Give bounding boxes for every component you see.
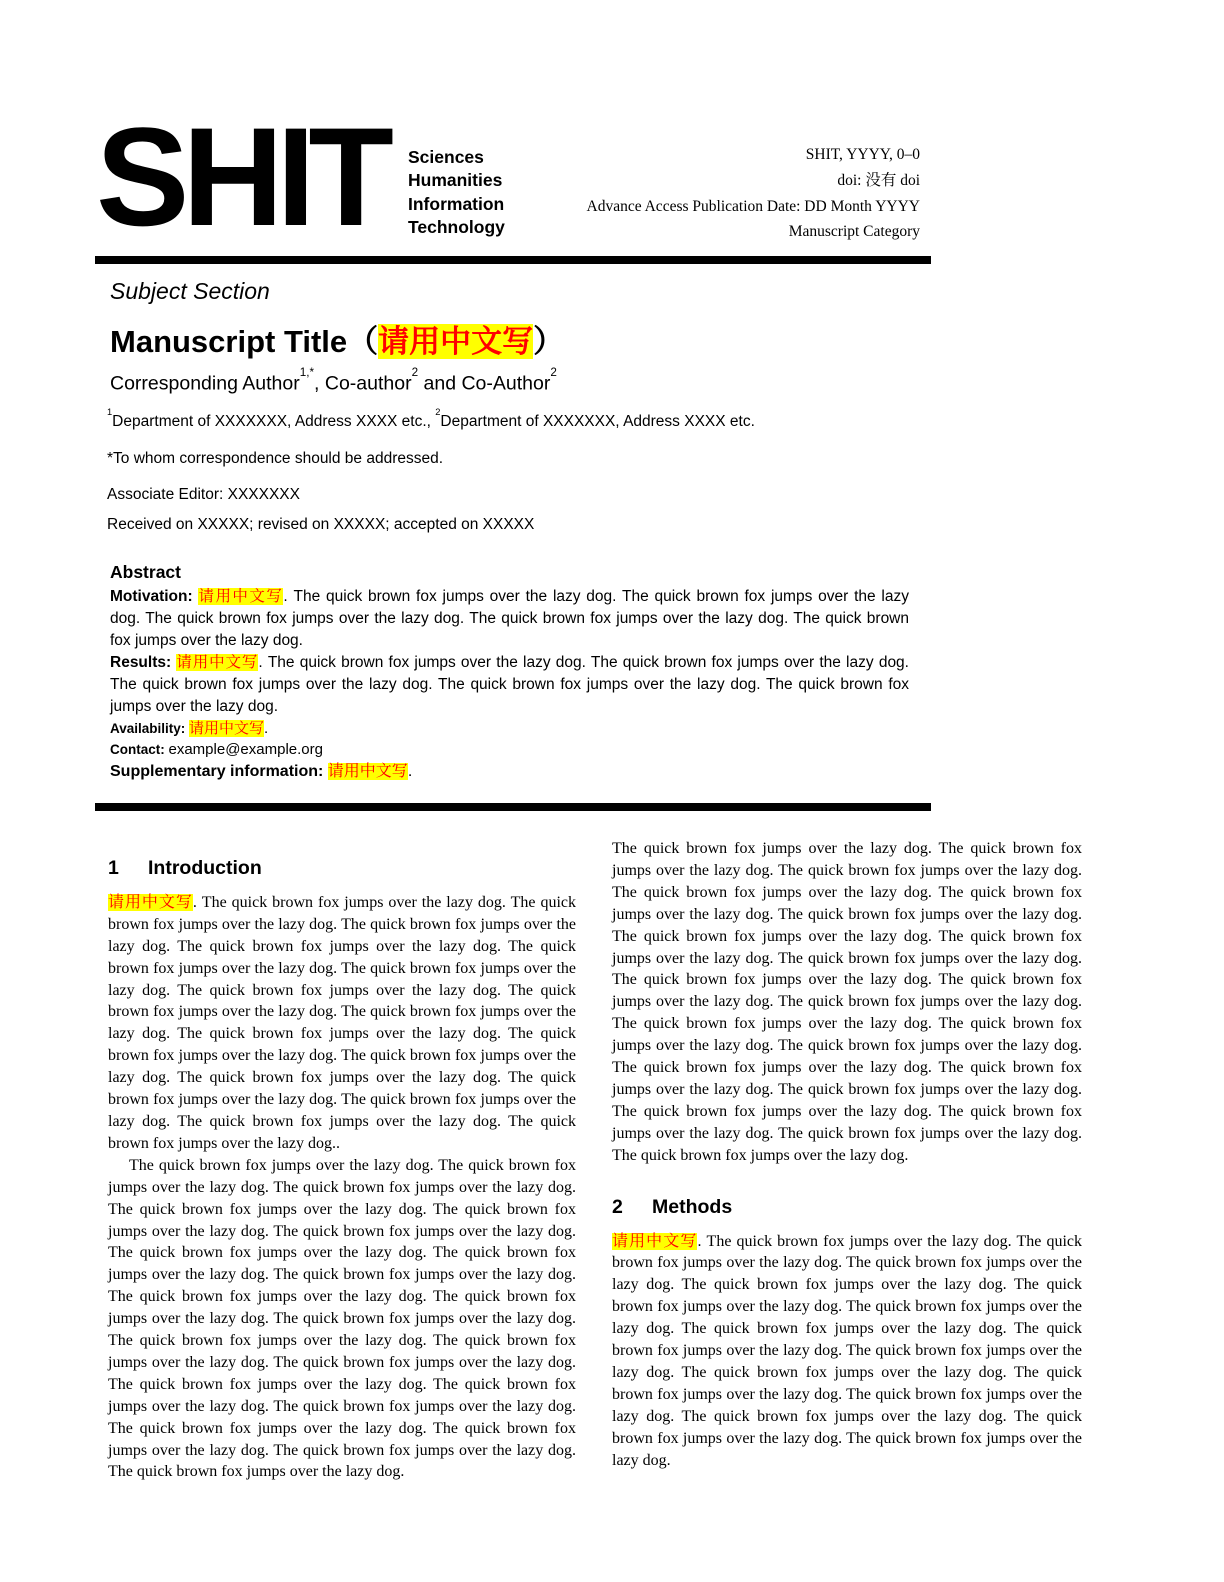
title-paren-open: （	[347, 324, 379, 359]
masthead-citation: SHIT, YYYY, 0–0	[805, 146, 920, 163]
contact-email: example@example.org	[168, 741, 323, 758]
contact-label: Contact:	[110, 742, 169, 757]
section-title: Methods	[652, 1195, 733, 1218]
section-number: 1	[108, 857, 119, 879]
history-dates-line: Received on XXXXX; revised on XXXXX; accepted on XXXXX	[107, 516, 535, 533]
affiliation-1: Department of XXXXXXX, Address XXXX etc.,	[112, 413, 436, 431]
masthead-category: Manuscript Category	[788, 223, 920, 241]
methods-text: . The quick brown fox jumps over the lazy dog. The quick brown fox jumps over the lazy dog. The quick brown fox jumps over the lazy dog. The quick brown fox jumps over the lazy dog. The quick brown fox jumps over the lazy dog. The quick brown fox jumps over the lazy dog. The quick brown fox jumps over the lazy dog. The quick brown fox jumps over the lazy dog. The quick brown fox jumps over the lazy dog. The quick brown fox jumps over the lazy dog. The quick brown fox jumps over the lazy dog. The quick brown fox jumps over the lazy dog. The quick brown fox jumps over the lazy dog. The quick brown fox jumps over the lazy dog. The quick brown fox jumps over the lazy dog.	[612, 1232, 1082, 1469]
author-2: Co-author	[324, 372, 412, 395]
logo-word: Sciences	[408, 147, 484, 167]
author-3: Co-Author	[461, 372, 551, 395]
article-title	[110, 316, 564, 361]
masthead-pubdate: Advance Access Publication Date: DD Month YYYY	[586, 197, 920, 215]
supplementary-period: .	[407, 763, 413, 780]
availability-period: .	[264, 720, 269, 737]
author-separator: ,	[314, 372, 325, 395]
affiliation-2-marker: 2	[435, 407, 441, 418]
abstract-divider-rule	[95, 803, 931, 811]
affiliation-line	[107, 407, 755, 431]
logo-word: Technology	[408, 217, 505, 238]
section-title: Introduction	[148, 857, 262, 879]
abstract-section	[110, 562, 909, 783]
affiliation-1-marker: 1	[107, 407, 113, 418]
left-column	[108, 858, 576, 1483]
masthead-doi: doi: 没有 doi	[837, 171, 920, 189]
motivation-chinese-highlight: 请用中文写	[198, 588, 284, 605]
journal-logo: SHIT	[96, 98, 387, 255]
results-text: . The quick brown fox jumps over the lazy dog. The quick brown fox jumps over the lazy dog. The quick brown fox jumps over the lazy dog. The quick brown fox jumps over the lazy dog. The quick brown fox jumps over the lazy dog.	[110, 654, 909, 715]
title-chinese-highlight: 请用中文写	[378, 324, 534, 359]
correspondence-note: *To whom correspondence should be addressed.	[107, 450, 444, 467]
section-heading-methods	[612, 1197, 1082, 1219]
availability-chinese-highlight: 请用中文写	[189, 720, 265, 737]
associate-editor-line: Associate Editor: XXXXXXX	[107, 486, 300, 503]
introduction-text-1: . The quick brown fox jumps over the lazy dog. The quick brown fox jumps over the lazy dog. The quick brown fox jumps over the lazy dog. The quick brown fox jumps over the lazy dog. The quick brown fox jumps over the lazy dog. The quick brown fox jumps over the lazy dog. The quick brown fox jumps over the lazy dog. The quick brown fox jumps over the lazy dog. The quick brown fox jumps over the lazy dog. The quick brown fox jumps over the lazy dog. The quick brown fox jumps over the lazy dog. The quick brown fox jumps over the lazy dog. The quick brown fox jumps over the lazy dog. The quick brown fox jumps over the lazy dog. The quick brown fox jumps over the lazy dog. The quick brown fox jumps over the lazy dog. The quick brown fox jumps over the lazy dog..	[108, 893, 576, 1152]
introduction-paragraph-2: The quick brown fox jumps over the lazy dog. The quick brown fox jumps over the lazy dog. The quick brown fox jumps over the lazy dog. The quick brown fox jumps over the lazy dog. The quick brown fox jumps over the lazy dog. The quick brown fox jumps over the lazy dog. The quick brown fox jumps over the lazy dog. The quick brown fox jumps over the lazy dog. The quick brown fox jumps over the lazy dog. The quick brown fox jumps over the lazy dog. The quick brown fox jumps over the lazy dog. The quick brown fox jumps over the lazy dog. The quick brown fox jumps over the lazy dog. The quick brown fox jumps over the lazy dog. The quick brown fox jumps over the lazy dog. The quick brown fox jumps over the lazy dog. The quick brown fox jumps over the lazy dog. The quick brown fox jumps over the lazy dog. The quick brown fox jumps over the lazy dog. The quick brown fox jumps over the lazy dog. The quick brown fox jumps over the lazy dog. The quick brown fox jumps over the lazy dog.	[108, 1156, 576, 1481]
journal-logo-words	[408, 146, 505, 240]
methods-chinese-highlight: 请用中文写	[612, 1232, 698, 1250]
introduction-paragraph-1	[108, 892, 576, 1155]
author-2-superscript: 2	[411, 366, 419, 380]
section-number: 2	[612, 1195, 623, 1218]
methods-paragraph	[612, 1231, 1082, 1472]
motivation-text: . The quick brown fox jumps over the lazy dog. The quick brown fox jumps over the lazy dog. The quick brown fox jumps over the lazy dog. The quick brown fox jumps over the lazy dog. The quick brown fox jumps over the lazy dog.	[110, 588, 909, 649]
results-chinese-highlight: 请用中文写	[176, 654, 259, 671]
logo-word: Information	[408, 193, 505, 214]
abstract-availability	[110, 718, 909, 739]
introduction-chinese-highlight: 请用中文写	[108, 893, 193, 911]
abstract-motivation	[110, 586, 909, 652]
supplementary-chinese-highlight: 请用中文写	[327, 763, 408, 780]
availability-label: Availability:	[110, 721, 190, 736]
title-paren-close: ）	[533, 324, 565, 359]
abstract-contact	[110, 739, 909, 760]
author-3-superscript: 2	[550, 366, 557, 380]
motivation-label: Motivation:	[110, 588, 199, 605]
title-english: Manuscript Title	[110, 324, 348, 359]
logo-word: Humanities	[408, 170, 503, 191]
abstract-supplementary	[110, 760, 909, 783]
header-divider-rule	[95, 256, 931, 264]
author-1: Corresponding Author	[110, 372, 300, 395]
abstract-heading: Abstract	[110, 562, 181, 582]
author-line	[110, 366, 557, 396]
author-1-superscript: 1,*	[299, 366, 315, 380]
author-separator: and	[418, 372, 462, 395]
section-heading-introduction	[108, 858, 576, 880]
right-column	[612, 838, 1082, 1471]
abstract-results	[110, 652, 909, 718]
subject-section-label: Subject Section	[110, 278, 270, 304]
supplementary-label: Supplementary information:	[110, 763, 328, 780]
results-label: Results:	[110, 654, 177, 671]
introduction-paragraph-continued: The quick brown fox jumps over the lazy dog. The quick brown fox jumps over the lazy dog. The quick brown fox jumps over the lazy dog. The quick brown fox jumps over the lazy dog. The quick brown fox jumps over the lazy dog. The quick brown fox jumps over the lazy dog. The quick brown fox jumps over the lazy dog. The quick brown fox jumps over the lazy dog. The quick brown fox jumps over the lazy dog. The quick brown fox jumps over the lazy dog. The quick brown fox jumps over the lazy dog. The quick brown fox jumps over the lazy dog. The quick brown fox jumps over the lazy dog. The quick brown fox jumps over the lazy dog. The quick brown fox jumps over the lazy dog. The quick brown fox jumps over the lazy dog. The quick brown fox jumps over the lazy dog. The quick brown fox jumps over the lazy dog. The quick brown fox jumps over the lazy dog. The quick brown fox jumps over the lazy dog. The quick brown fox jumps over the lazy dog. The quick brown fox jumps over the lazy dog.	[612, 840, 1082, 1164]
journal-masthead	[500, 142, 920, 245]
affiliation-2: Department of XXXXXXX, Address XXXX etc.	[440, 413, 755, 431]
